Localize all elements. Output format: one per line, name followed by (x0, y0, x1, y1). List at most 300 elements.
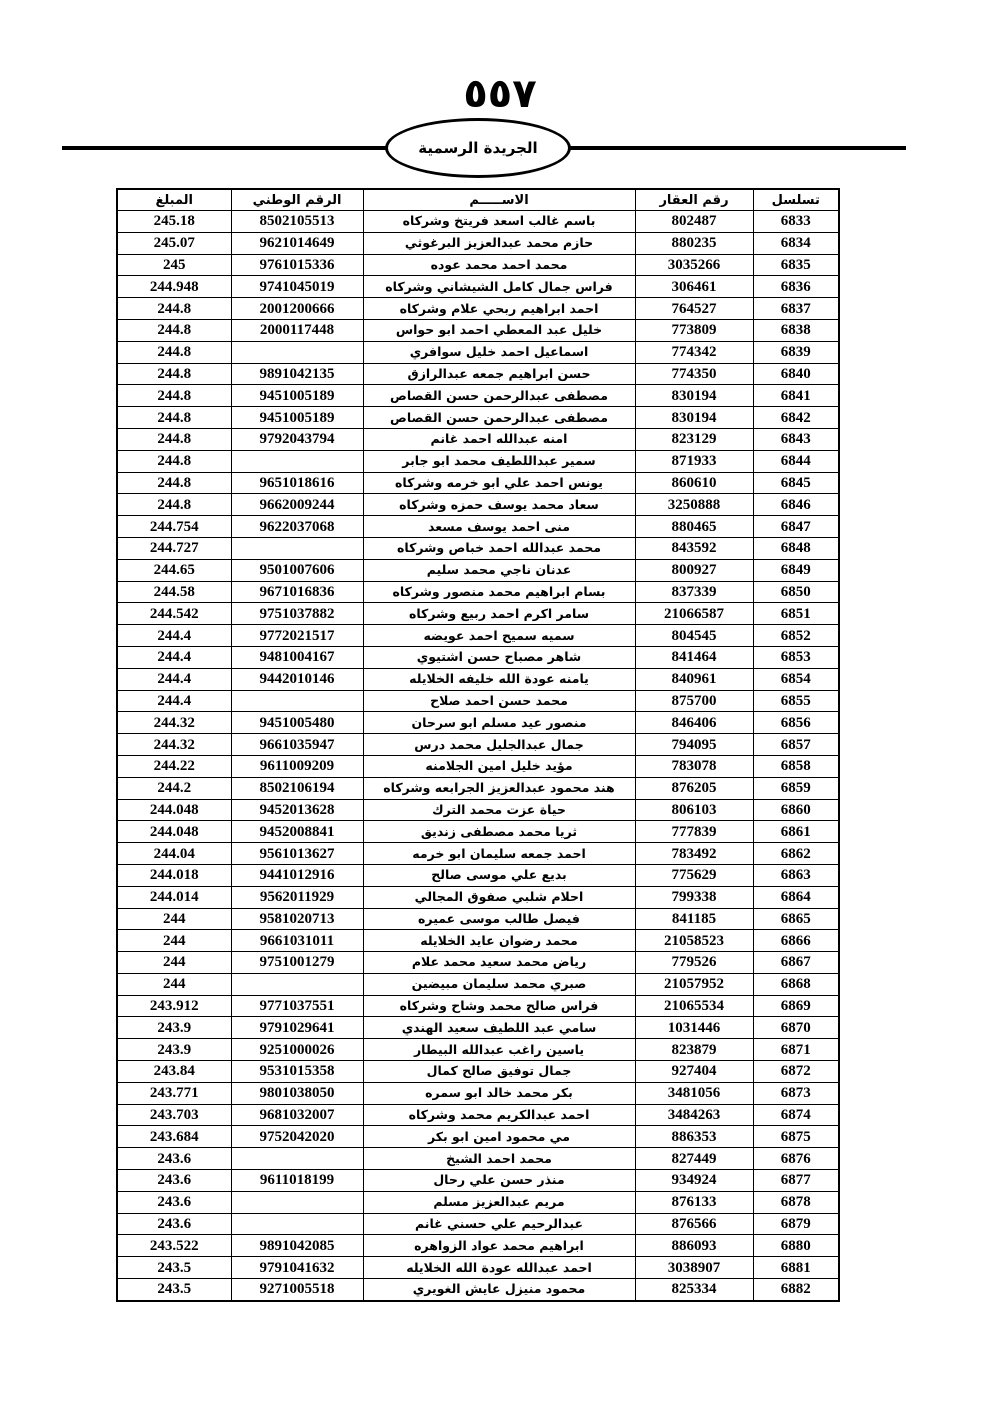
cell-national-id: 9752042020 (231, 1126, 363, 1148)
publication-title: الجريدة الرسمية (418, 139, 538, 157)
table-row (117, 211, 839, 233)
table-row (117, 821, 839, 843)
cell-property-number: 764527 (635, 298, 753, 320)
cell-property-number: 827449 (635, 1148, 753, 1170)
cell-serial: 6856 (753, 712, 839, 734)
cell-amount: 244.8 (117, 298, 231, 320)
cell-amount: 244.8 (117, 407, 231, 429)
cell-national-id: 9611018199 (231, 1170, 363, 1192)
cell-national-id: 9451005189 (231, 385, 363, 407)
table-row (117, 799, 839, 821)
table-row (117, 450, 839, 472)
cell-amount: 244.8 (117, 472, 231, 494)
cell-name: فراس جمال كامل الشيشاني وشركاه (363, 276, 635, 298)
cell-amount: 244.4 (117, 668, 231, 690)
cell-serial: 6851 (753, 603, 839, 625)
cell-national-id: 9751001279 (231, 952, 363, 974)
header-national-id: الرقم الوطني (231, 189, 363, 211)
cell-serial: 6875 (753, 1126, 839, 1148)
cell-serial: 6850 (753, 581, 839, 603)
cell-amount: 244 (117, 908, 231, 930)
cell-name: اسماعيل احمد خليل سوافري (363, 341, 635, 363)
header-name: الاســـــم (363, 189, 635, 211)
cell-property-number: 880235 (635, 232, 753, 254)
cell-property-number: 840961 (635, 668, 753, 690)
cell-property-number: 3481056 (635, 1082, 753, 1104)
cell-serial: 6845 (753, 472, 839, 494)
table-row (117, 952, 839, 974)
cell-serial: 6844 (753, 450, 839, 472)
cell-property-number: 806103 (635, 799, 753, 821)
table-row (117, 276, 839, 298)
table-row (117, 516, 839, 538)
cell-property-number: 777839 (635, 821, 753, 843)
table-row (117, 363, 839, 385)
cell-name: باسم غالب اسعد فريتخ وشركاه (363, 211, 635, 233)
cell-property-number: 837339 (635, 581, 753, 603)
table-row (117, 537, 839, 559)
cell-serial: 6878 (753, 1191, 839, 1213)
cell-serial: 6863 (753, 864, 839, 886)
table-row (117, 385, 839, 407)
cell-serial: 6836 (753, 276, 839, 298)
cell-amount: 244.014 (117, 886, 231, 908)
cell-national-id: 9501007606 (231, 559, 363, 581)
cell-name: سعاد محمد يوسف حمزه وشركاه (363, 494, 635, 516)
cell-national-id: 9681032007 (231, 1104, 363, 1126)
cell-serial: 6859 (753, 777, 839, 799)
cell-name: سميه سميح احمد عويضه (363, 625, 635, 647)
table-row (117, 559, 839, 581)
cell-property-number: 830194 (635, 407, 753, 429)
cell-serial: 6876 (753, 1148, 839, 1170)
cell-national-id (231, 1148, 363, 1170)
cell-amount: 244.4 (117, 690, 231, 712)
publication-title-oval (385, 118, 571, 178)
cell-amount: 244 (117, 952, 231, 974)
cell-property-number: 3250888 (635, 494, 753, 516)
cell-name: احمد جمعه سليمان ابو خرمه (363, 843, 635, 865)
cell-name: سامر اكرم احمد ربيع وشركاه (363, 603, 635, 625)
cell-name: احمد عبدالكريم محمد وشركاه (363, 1104, 635, 1126)
cell-national-id: 9452013628 (231, 799, 363, 821)
table-row (117, 1235, 839, 1257)
table-row (117, 690, 839, 712)
cell-serial: 6848 (753, 537, 839, 559)
cell-national-id: 9771037551 (231, 995, 363, 1017)
table-row (117, 1213, 839, 1235)
cell-property-number: 934924 (635, 1170, 753, 1192)
cell-amount: 244.727 (117, 537, 231, 559)
cell-amount: 244.8 (117, 385, 231, 407)
cell-serial: 6838 (753, 319, 839, 341)
cell-national-id: 9562011929 (231, 886, 363, 908)
cell-amount: 244.8 (117, 494, 231, 516)
cell-name: بسام ابراهيم محمد منصور وشركاه (363, 581, 635, 603)
cell-property-number: 774342 (635, 341, 753, 363)
cell-property-number: 800927 (635, 559, 753, 581)
cell-amount: 244.8 (117, 319, 231, 341)
cell-serial: 6853 (753, 646, 839, 668)
cell-amount: 243.6 (117, 1213, 231, 1235)
cell-national-id: 2000117448 (231, 319, 363, 341)
cell-national-id: 9741045019 (231, 276, 363, 298)
cell-name: منى احمد يوسف مسعد (363, 516, 635, 538)
cell-national-id (231, 690, 363, 712)
cell-amount: 244.048 (117, 821, 231, 843)
cell-name: احمد ابراهيم ربحي علام وشركاه (363, 298, 635, 320)
cell-property-number: 783078 (635, 755, 753, 777)
cell-amount: 244.04 (117, 843, 231, 865)
cell-amount: 244.8 (117, 341, 231, 363)
cell-amount: 244.542 (117, 603, 231, 625)
cell-amount: 244.8 (117, 428, 231, 450)
cell-amount: 243.6 (117, 1170, 231, 1192)
cell-national-id: 8502106194 (231, 777, 363, 799)
cell-national-id: 9622037068 (231, 516, 363, 538)
table-row (117, 777, 839, 799)
cell-name: محمد حسن احمد صلاح (363, 690, 635, 712)
cell-serial: 6865 (753, 908, 839, 930)
table-row (117, 908, 839, 930)
cell-amount: 244.8 (117, 363, 231, 385)
cell-amount: 243.84 (117, 1061, 231, 1083)
cell-name: ياسين راغب عبدالله البيطار (363, 1039, 635, 1061)
cell-national-id: 2001200666 (231, 298, 363, 320)
cell-amount: 244.58 (117, 581, 231, 603)
cell-name: سمير عبداللطيف محمد ابو جابر (363, 450, 635, 472)
cell-serial: 6847 (753, 516, 839, 538)
cell-serial: 6882 (753, 1279, 839, 1301)
cell-serial: 6834 (753, 232, 839, 254)
cell-name: امنه عبدالله احمد غانم (363, 428, 635, 450)
table-row (117, 843, 839, 865)
cell-property-number: 843592 (635, 537, 753, 559)
cell-name: محمد رضوان عايد الخلايله (363, 930, 635, 952)
cell-name: محمود منيزل عايش الغويري (363, 1279, 635, 1301)
cell-national-id: 9651018616 (231, 472, 363, 494)
cell-national-id (231, 341, 363, 363)
cell-name: محمد عبدالله احمد خباص وشركاه (363, 537, 635, 559)
cell-property-number: 21066587 (635, 603, 753, 625)
records-table-wrapper (116, 188, 838, 1302)
cell-name: مصطفى عبدالرحمن حسن القصاص (363, 407, 635, 429)
table-row (117, 1061, 839, 1083)
table-row (117, 407, 839, 429)
cell-amount: 244.4 (117, 625, 231, 647)
table-row (117, 734, 839, 756)
cell-property-number: 841185 (635, 908, 753, 930)
cell-serial: 6864 (753, 886, 839, 908)
cell-national-id: 9271005518 (231, 1279, 363, 1301)
cell-national-id: 9792043794 (231, 428, 363, 450)
cell-name: حسن ابراهيم جمعه عبدالرازق (363, 363, 635, 385)
cell-national-id: 8502105513 (231, 211, 363, 233)
table-row (117, 930, 839, 952)
cell-amount: 243.684 (117, 1126, 231, 1148)
cell-national-id: 9791029641 (231, 1017, 363, 1039)
table-row (117, 864, 839, 886)
cell-property-number: 876205 (635, 777, 753, 799)
cell-national-id: 9611009209 (231, 755, 363, 777)
table-row (117, 319, 839, 341)
cell-name: خليل عبد المعطي احمد ابو حواس (363, 319, 635, 341)
cell-amount: 244.948 (117, 276, 231, 298)
cell-name: حياة عزت محمد الترك (363, 799, 635, 821)
cell-national-id (231, 1191, 363, 1213)
cell-property-number: 1031446 (635, 1017, 753, 1039)
cell-name: ثريا محمد مصطفى زنديق (363, 821, 635, 843)
cell-national-id: 9662009244 (231, 494, 363, 516)
cell-national-id: 9671016836 (231, 581, 363, 603)
cell-national-id: 9451005480 (231, 712, 363, 734)
records-table (116, 188, 840, 1302)
cell-name: منصور عيد مسلم ابو سرحان (363, 712, 635, 734)
table-row (117, 1017, 839, 1039)
cell-amount: 244.2 (117, 777, 231, 799)
cell-serial: 6857 (753, 734, 839, 756)
cell-national-id: 9581020713 (231, 908, 363, 930)
cell-national-id: 9891042135 (231, 363, 363, 385)
table-row (117, 341, 839, 363)
cell-amount: 244.018 (117, 864, 231, 886)
cell-amount: 243.6 (117, 1191, 231, 1213)
cell-name: احلام شلبي صفوق المجالي (363, 886, 635, 908)
cell-property-number: 775629 (635, 864, 753, 886)
cell-serial: 6849 (753, 559, 839, 581)
cell-property-number: 823129 (635, 428, 753, 450)
cell-amount: 244 (117, 973, 231, 995)
cell-amount: 243.5 (117, 1279, 231, 1301)
cell-serial: 6852 (753, 625, 839, 647)
table-row (117, 1104, 839, 1126)
cell-property-number: 802487 (635, 211, 753, 233)
table-row (117, 603, 839, 625)
cell-serial: 6862 (753, 843, 839, 865)
cell-property-number: 886093 (635, 1235, 753, 1257)
cell-name: هند محمود عبدالعزيز الجرابعه وشركاه (363, 777, 635, 799)
table-row (117, 973, 839, 995)
cell-property-number: 21058523 (635, 930, 753, 952)
cell-national-id: 9442010146 (231, 668, 363, 690)
table-body (117, 211, 839, 1301)
cell-serial: 6880 (753, 1235, 839, 1257)
cell-serial: 6874 (753, 1104, 839, 1126)
cell-amount: 243.912 (117, 995, 231, 1017)
table-row (117, 668, 839, 690)
cell-name: مريم عبدالعزيز مسلم (363, 1191, 635, 1213)
table-row (117, 472, 839, 494)
cell-serial: 6868 (753, 973, 839, 995)
cell-property-number: 871933 (635, 450, 753, 472)
cell-amount: 244.048 (117, 799, 231, 821)
cell-serial: 6860 (753, 799, 839, 821)
cell-serial: 6855 (753, 690, 839, 712)
cell-name: فيصل طالب موسى عميره (363, 908, 635, 930)
cell-national-id: 9251000026 (231, 1039, 363, 1061)
cell-serial: 6843 (753, 428, 839, 450)
cell-serial: 6839 (753, 341, 839, 363)
table-row (117, 886, 839, 908)
cell-property-number: 886353 (635, 1126, 753, 1148)
table-row (117, 646, 839, 668)
cell-amount: 243.9 (117, 1017, 231, 1039)
cell-serial: 6867 (753, 952, 839, 974)
cell-amount: 244.8 (117, 450, 231, 472)
cell-name: جمال توفيق صالح كمال (363, 1061, 635, 1083)
cell-amount: 244.4 (117, 646, 231, 668)
table-row (117, 1126, 839, 1148)
cell-name: صبري محمد سليمان مبيضين (363, 973, 635, 995)
header-serial: تسلسل (753, 189, 839, 211)
cell-serial: 6866 (753, 930, 839, 952)
cell-amount: 243.5 (117, 1257, 231, 1279)
cell-serial: 6881 (753, 1257, 839, 1279)
cell-property-number: 825334 (635, 1279, 753, 1301)
table-row (117, 1257, 839, 1279)
cell-property-number: 21065534 (635, 995, 753, 1017)
cell-name: جمال عبدالجليل محمد درس (363, 734, 635, 756)
cell-property-number: 773809 (635, 319, 753, 341)
cell-amount: 243.522 (117, 1235, 231, 1257)
table-row (117, 494, 839, 516)
cell-national-id (231, 1213, 363, 1235)
cell-amount: 243.703 (117, 1104, 231, 1126)
cell-name: منذر حسن علي رحال (363, 1170, 635, 1192)
cell-serial: 6837 (753, 298, 839, 320)
cell-serial: 6870 (753, 1017, 839, 1039)
cell-property-number: 860610 (635, 472, 753, 494)
table-row (117, 1170, 839, 1192)
cell-amount: 244.22 (117, 755, 231, 777)
cell-serial: 6835 (753, 254, 839, 276)
cell-serial: 6840 (753, 363, 839, 385)
cell-serial: 6846 (753, 494, 839, 516)
page-number: ٥٥٧ (463, 71, 537, 117)
cell-name: يامنه عودة الله خليفه الخلايله (363, 668, 635, 690)
cell-property-number: 927404 (635, 1061, 753, 1083)
cell-amount: 245.07 (117, 232, 231, 254)
cell-serial: 6833 (753, 211, 839, 233)
cell-name: محمد احمد محمد عوده (363, 254, 635, 276)
cell-property-number: 804545 (635, 625, 753, 647)
cell-name: شاهر مصباح حسن اشتيوي (363, 646, 635, 668)
cell-national-id: 9451005189 (231, 407, 363, 429)
cell-serial: 6858 (753, 755, 839, 777)
cell-national-id: 9801038050 (231, 1082, 363, 1104)
cell-national-id: 9621014649 (231, 232, 363, 254)
cell-serial: 6873 (753, 1082, 839, 1104)
table-row (117, 712, 839, 734)
cell-name: بكر محمد خالد ابو سمره (363, 1082, 635, 1104)
cell-name: مصطفى عبدالرحمن حسن القصاص (363, 385, 635, 407)
cell-property-number: 774350 (635, 363, 753, 385)
cell-national-id: 9891042085 (231, 1235, 363, 1257)
cell-serial: 6842 (753, 407, 839, 429)
table-row (117, 1279, 839, 1301)
table-row (117, 428, 839, 450)
cell-name: احمد عبدالله عودة الله الخلايله (363, 1257, 635, 1279)
cell-national-id (231, 450, 363, 472)
cell-property-number: 823879 (635, 1039, 753, 1061)
table-row (117, 1039, 839, 1061)
table-row (117, 254, 839, 276)
cell-name: ابراهيم محمد عواد الزواهره (363, 1235, 635, 1257)
cell-serial: 6854 (753, 668, 839, 690)
cell-amount: 243.771 (117, 1082, 231, 1104)
cell-name: عدنان ناجي محمد سليم (363, 559, 635, 581)
cell-name: حازم محمد عبدالعزيز البرغوثي (363, 232, 635, 254)
cell-property-number: 875700 (635, 690, 753, 712)
table-header-row (117, 189, 839, 211)
cell-serial: 6871 (753, 1039, 839, 1061)
cell-property-number: 306461 (635, 276, 753, 298)
cell-national-id: 9481004167 (231, 646, 363, 668)
table-row (117, 995, 839, 1017)
cell-property-number: 3038907 (635, 1257, 753, 1279)
cell-serial: 6879 (753, 1213, 839, 1235)
cell-property-number: 876566 (635, 1213, 753, 1235)
cell-amount: 245 (117, 254, 231, 276)
header-amount: المبلغ (117, 189, 231, 211)
cell-amount: 244.32 (117, 712, 231, 734)
cell-name: مي محمود امين ابو بكر (363, 1126, 635, 1148)
cell-national-id: 9561013627 (231, 843, 363, 865)
cell-name: عبدالرحيم علي حسني غانم (363, 1213, 635, 1235)
cell-national-id: 9661035947 (231, 734, 363, 756)
cell-name: بديع علي موسى صالح (363, 864, 635, 886)
cell-name: مؤيد خليل امين الجلامنه (363, 755, 635, 777)
cell-property-number: 846406 (635, 712, 753, 734)
cell-national-id: 9661031011 (231, 930, 363, 952)
cell-serial: 6841 (753, 385, 839, 407)
table-row (117, 232, 839, 254)
cell-property-number: 3035266 (635, 254, 753, 276)
table-row (117, 625, 839, 647)
cell-property-number: 876133 (635, 1191, 753, 1213)
cell-national-id (231, 973, 363, 995)
cell-property-number: 841464 (635, 646, 753, 668)
table-row (117, 298, 839, 320)
cell-national-id: 9452008841 (231, 821, 363, 843)
cell-serial: 6872 (753, 1061, 839, 1083)
cell-serial: 6877 (753, 1170, 839, 1192)
cell-amount: 245.18 (117, 211, 231, 233)
cell-name: رياض محمد سعيد محمد علام (363, 952, 635, 974)
cell-amount: 243.9 (117, 1039, 231, 1061)
cell-name: فراس صالح محمد وشاح وشركاه (363, 995, 635, 1017)
cell-property-number: 3484263 (635, 1104, 753, 1126)
cell-national-id: 9531015358 (231, 1061, 363, 1083)
table-row (117, 1191, 839, 1213)
cell-amount: 244 (117, 930, 231, 952)
cell-property-number: 783492 (635, 843, 753, 865)
cell-national-id: 9791041632 (231, 1257, 363, 1279)
table-row (117, 581, 839, 603)
cell-property-number: 799338 (635, 886, 753, 908)
cell-name: سامي عبد اللطيف سعيد الهندي (363, 1017, 635, 1039)
table-row (117, 1148, 839, 1170)
cell-amount: 243.6 (117, 1148, 231, 1170)
cell-amount: 244.754 (117, 516, 231, 538)
table-row (117, 1082, 839, 1104)
cell-serial: 6861 (753, 821, 839, 843)
cell-amount: 244.32 (117, 734, 231, 756)
cell-national-id: 9441012916 (231, 864, 363, 886)
header-property-number: رقم العقار (635, 189, 753, 211)
cell-national-id (231, 537, 363, 559)
cell-national-id: 9751037882 (231, 603, 363, 625)
